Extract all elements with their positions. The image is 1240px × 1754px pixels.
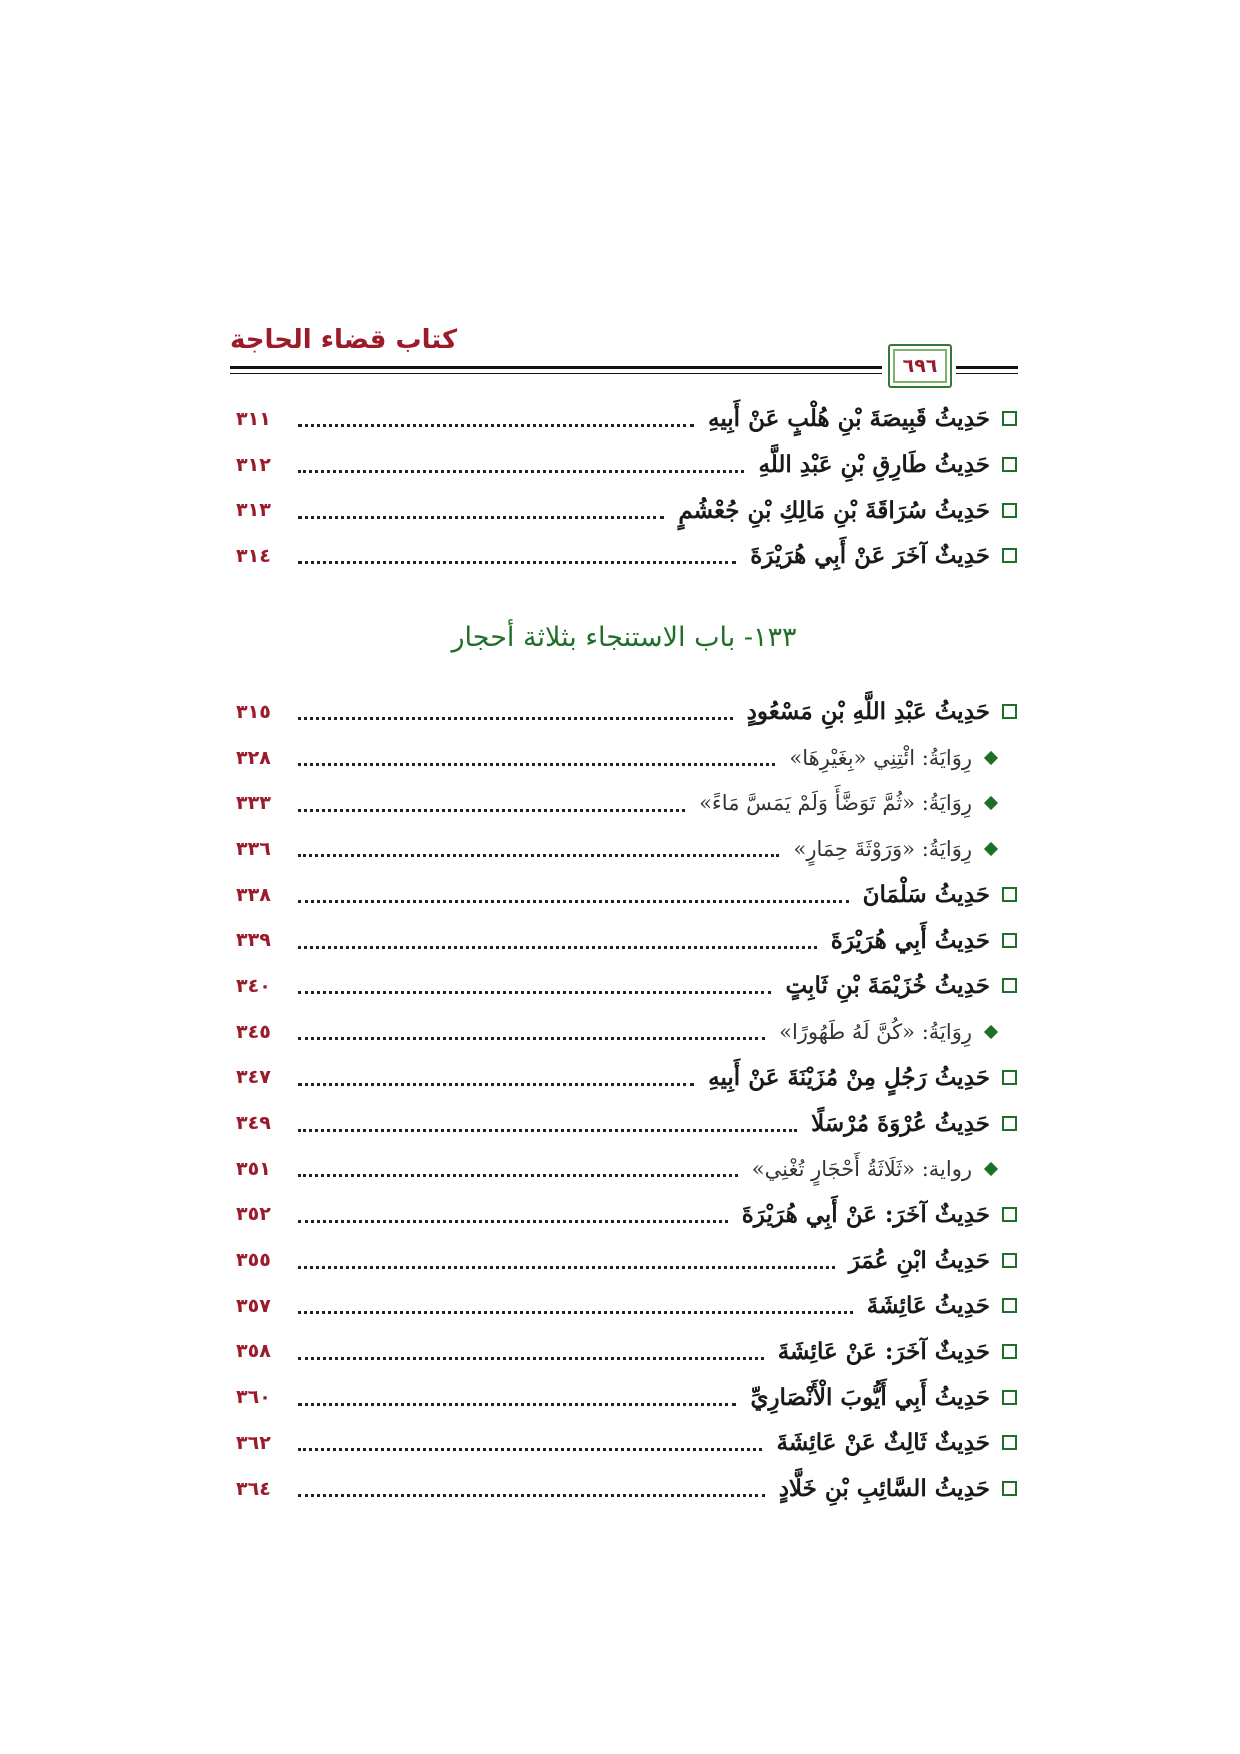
dot-leader bbox=[298, 470, 744, 473]
checkbox-icon bbox=[1002, 704, 1017, 719]
entry-marker bbox=[1000, 1116, 1018, 1131]
checkbox-icon bbox=[1002, 411, 1017, 426]
toc-subentry bbox=[230, 826, 1018, 872]
checkbox-icon bbox=[1002, 1344, 1017, 1359]
diamond-icon bbox=[984, 750, 998, 764]
entry-page-number: ٣٣٩ bbox=[236, 929, 271, 952]
entry-marker bbox=[1000, 978, 1018, 993]
dot-leader bbox=[298, 516, 664, 519]
entry-marker bbox=[1000, 1298, 1018, 1313]
checkbox-icon bbox=[1002, 1481, 1017, 1496]
dot-leader bbox=[298, 1083, 694, 1086]
entry-page-number: ٣٦٠ bbox=[236, 1386, 271, 1409]
checkbox-icon bbox=[1002, 548, 1017, 563]
entry-marker bbox=[982, 753, 1000, 763]
entry-page-number: ٣١١ bbox=[236, 407, 271, 430]
header-rule-right-thin bbox=[956, 373, 1018, 374]
diamond-icon bbox=[984, 1025, 998, 1039]
entry-page-number: ٣٥٥ bbox=[236, 1249, 271, 1272]
entry-page-number: ٣٥٢ bbox=[236, 1203, 271, 1226]
dot-leader bbox=[298, 1129, 797, 1132]
entry-title: رِوَايَةُ: «كُنَّ لَهُ طَهُورًا» bbox=[779, 1019, 972, 1044]
entry-marker bbox=[1000, 933, 1018, 948]
dot-leader bbox=[298, 809, 685, 812]
dot-leader bbox=[298, 561, 736, 564]
dot-leader bbox=[298, 1448, 762, 1451]
toc-entry bbox=[230, 872, 1018, 918]
toc-subentry bbox=[230, 1146, 1018, 1192]
entry-title: حَدِيثُ السَّائِبِ بْنِ خَلَّادٍ bbox=[778, 1475, 990, 1503]
diamond-icon bbox=[984, 796, 998, 810]
entry-marker bbox=[1000, 1435, 1018, 1450]
toc-entry bbox=[230, 533, 1018, 579]
checkbox-icon bbox=[1002, 457, 1017, 472]
entry-title: رِوَايَةُ: ائْتِنِي «بِغَيْرِهَا» bbox=[789, 745, 972, 770]
entry-marker bbox=[1000, 704, 1018, 719]
entry-title: حَدِيثُ سَلْمَانَ bbox=[862, 881, 990, 909]
page-number-badge bbox=[888, 344, 952, 388]
entry-page-number: ٣٣٨ bbox=[236, 883, 271, 906]
entry-page-number: ٣٣٣ bbox=[236, 792, 271, 815]
checkbox-icon bbox=[1002, 1298, 1017, 1313]
dot-leader bbox=[298, 900, 849, 903]
entry-marker bbox=[1000, 1207, 1018, 1222]
entry-title: رِوَايَةُ: «ثُمَّ تَوَضَّأَ وَلَمْ يَمَسَّ مَاءً» bbox=[699, 791, 972, 816]
toc-section-bottom bbox=[230, 689, 1018, 1511]
entry-title: حَدِيثُ عَائِشَةَ bbox=[866, 1292, 990, 1320]
entry-marker bbox=[1000, 1390, 1018, 1405]
entry-title: رِوَايَةُ: «وَرَوْثَةَ حِمَارٍ» bbox=[793, 836, 972, 861]
checkbox-icon bbox=[1002, 978, 1017, 993]
entry-page-number: ٣٤٩ bbox=[236, 1112, 271, 1135]
checkbox-icon bbox=[1002, 1070, 1017, 1085]
entry-title: حَدِيثُ قَبِيصَةَ بْنِ هُلْبٍ عَنْ أَبِيهِ bbox=[708, 405, 990, 433]
diamond-icon bbox=[984, 1162, 998, 1176]
dot-leader bbox=[298, 1357, 764, 1360]
header-rule-right-thick bbox=[956, 366, 1018, 369]
entry-title: حَدِيثُ عَبْدِ اللَّهِ بْنِ مَسْعُودٍ bbox=[746, 698, 990, 726]
toc-entry bbox=[230, 1374, 1018, 1420]
entry-marker bbox=[1000, 1481, 1018, 1496]
entry-marker bbox=[982, 1027, 1000, 1037]
dot-leader bbox=[298, 424, 694, 427]
toc-entry bbox=[230, 1466, 1018, 1512]
entry-marker bbox=[1000, 411, 1018, 426]
dot-leader bbox=[298, 1174, 738, 1177]
toc-entry bbox=[230, 1283, 1018, 1329]
entry-title: حَدِيثُ أَبِي أَيُّوبَ الْأَنْصَارِيِّ bbox=[750, 1383, 990, 1411]
chapter-heading: ١٣٣- باب الاستنجاء بثلاثة أحجار bbox=[451, 622, 797, 653]
toc-entry bbox=[230, 442, 1018, 488]
entry-marker bbox=[982, 798, 1000, 808]
entry-marker bbox=[1000, 887, 1018, 902]
entry-page-number: ٣١٣ bbox=[236, 499, 271, 522]
entry-marker bbox=[982, 1164, 1000, 1174]
toc-entry bbox=[230, 1420, 1018, 1466]
entry-title: حَدِيثٌ آخَرَ: عَنْ عَائِشَةَ bbox=[777, 1337, 990, 1365]
toc-entry bbox=[230, 396, 1018, 442]
entry-page-number: ٣١٤ bbox=[236, 544, 271, 567]
checkbox-icon bbox=[1002, 503, 1017, 518]
entry-marker bbox=[1000, 503, 1018, 518]
entry-marker bbox=[1000, 1344, 1018, 1359]
checkbox-icon bbox=[1002, 1116, 1017, 1131]
entry-page-number: ٣٤٥ bbox=[236, 1020, 271, 1043]
entry-page-number: ٣٦٤ bbox=[236, 1477, 271, 1500]
entry-title: حَدِيثُ أَبِي هُرَيْرَةَ bbox=[830, 926, 990, 954]
dot-leader bbox=[298, 763, 775, 766]
entry-title: حَدِيثُ رَجُلٍ مِنْ مُزَيْنَةَ عَنْ أَبِيهِ bbox=[708, 1063, 990, 1091]
toc-entry bbox=[230, 487, 1018, 533]
entry-page-number: ٣٥٧ bbox=[236, 1294, 271, 1317]
toc-entry bbox=[230, 1237, 1018, 1283]
entry-title: حَدِيثٌ آخَرَ عَنْ أَبِي هُرَيْرَةَ bbox=[750, 542, 990, 570]
checkbox-icon bbox=[1002, 933, 1017, 948]
entry-page-number: ٣٤٠ bbox=[236, 974, 271, 997]
dot-leader bbox=[298, 1311, 853, 1314]
book-title: كتاب قضاء الحاجة bbox=[230, 325, 458, 355]
entry-page-number: ٣٤٧ bbox=[236, 1066, 271, 1089]
entry-marker bbox=[1000, 457, 1018, 472]
dot-leader bbox=[298, 1494, 765, 1497]
toc-entry bbox=[230, 1329, 1018, 1375]
checkbox-icon bbox=[1002, 887, 1017, 902]
page-number: ٦٩٦ bbox=[902, 355, 938, 377]
entry-title: حَدِيثُ عُرْوَةَ مُرْسَلًا bbox=[811, 1109, 990, 1137]
entry-title: حَدِيثٌ ثَالِثٌ عَنْ عَائِشَةَ bbox=[776, 1429, 990, 1457]
toc-entry bbox=[230, 1055, 1018, 1101]
entry-title: حَدِيثُ طَارِقِ بْنِ عَبْدِ اللَّهِ bbox=[758, 451, 990, 479]
toc-entry bbox=[230, 1192, 1018, 1238]
dot-leader bbox=[298, 1037, 765, 1040]
entry-page-number: ٣٢٨ bbox=[236, 746, 271, 769]
toc-entry bbox=[230, 917, 1018, 963]
dot-leader bbox=[298, 1403, 736, 1406]
entry-page-number: ٣٥٨ bbox=[236, 1340, 271, 1363]
entry-marker bbox=[982, 844, 1000, 854]
entry-title: حَدِيثُ سُرَاقَةَ بْنِ مَالِكِ بْنِ جُعْشُمٍ bbox=[678, 496, 990, 524]
toc-subentry bbox=[230, 780, 1018, 826]
dot-leader bbox=[298, 717, 733, 720]
entry-title: حَدِيثٌ آخَرَ: عَنْ أَبِي هُرَيْرَةَ bbox=[741, 1200, 990, 1228]
header-rule-thin bbox=[230, 373, 882, 374]
toc-subentry bbox=[230, 1009, 1018, 1055]
diamond-icon bbox=[984, 842, 998, 856]
entry-page-number: ٣٦٢ bbox=[236, 1431, 271, 1454]
entry-marker bbox=[1000, 548, 1018, 563]
dot-leader bbox=[298, 1266, 835, 1269]
dot-leader bbox=[298, 946, 817, 949]
toc-entry bbox=[230, 689, 1018, 735]
entry-page-number: ٣٥١ bbox=[236, 1157, 271, 1180]
entry-marker bbox=[1000, 1070, 1018, 1085]
dot-leader bbox=[298, 1220, 728, 1223]
entry-title: حَدِيثُ ابْنِ عُمَرَ bbox=[848, 1246, 990, 1274]
toc-subentry bbox=[230, 735, 1018, 781]
entry-page-number: ٣١٢ bbox=[236, 453, 271, 476]
checkbox-icon bbox=[1002, 1435, 1017, 1450]
entry-title: رواية: «ثَلَاثَةُ أَحْجَارٍ تُغْنِي» bbox=[751, 1156, 972, 1181]
checkbox-icon bbox=[1002, 1207, 1017, 1222]
checkbox-icon bbox=[1002, 1253, 1017, 1268]
toc-entry bbox=[230, 963, 1018, 1009]
entry-title: حَدِيثُ خُزَيْمَةَ بْنِ ثَابِتٍ bbox=[785, 972, 990, 1000]
page-header bbox=[230, 318, 1018, 388]
entry-page-number: ٣٣٦ bbox=[236, 837, 271, 860]
dot-leader bbox=[298, 991, 771, 994]
dot-leader bbox=[298, 854, 779, 857]
toc-section-top bbox=[230, 396, 1018, 579]
toc-entry bbox=[230, 1100, 1018, 1146]
checkbox-icon bbox=[1002, 1390, 1017, 1405]
entry-marker bbox=[1000, 1253, 1018, 1268]
entry-page-number: ٣١٥ bbox=[236, 700, 271, 723]
header-rule-thick bbox=[230, 366, 882, 369]
